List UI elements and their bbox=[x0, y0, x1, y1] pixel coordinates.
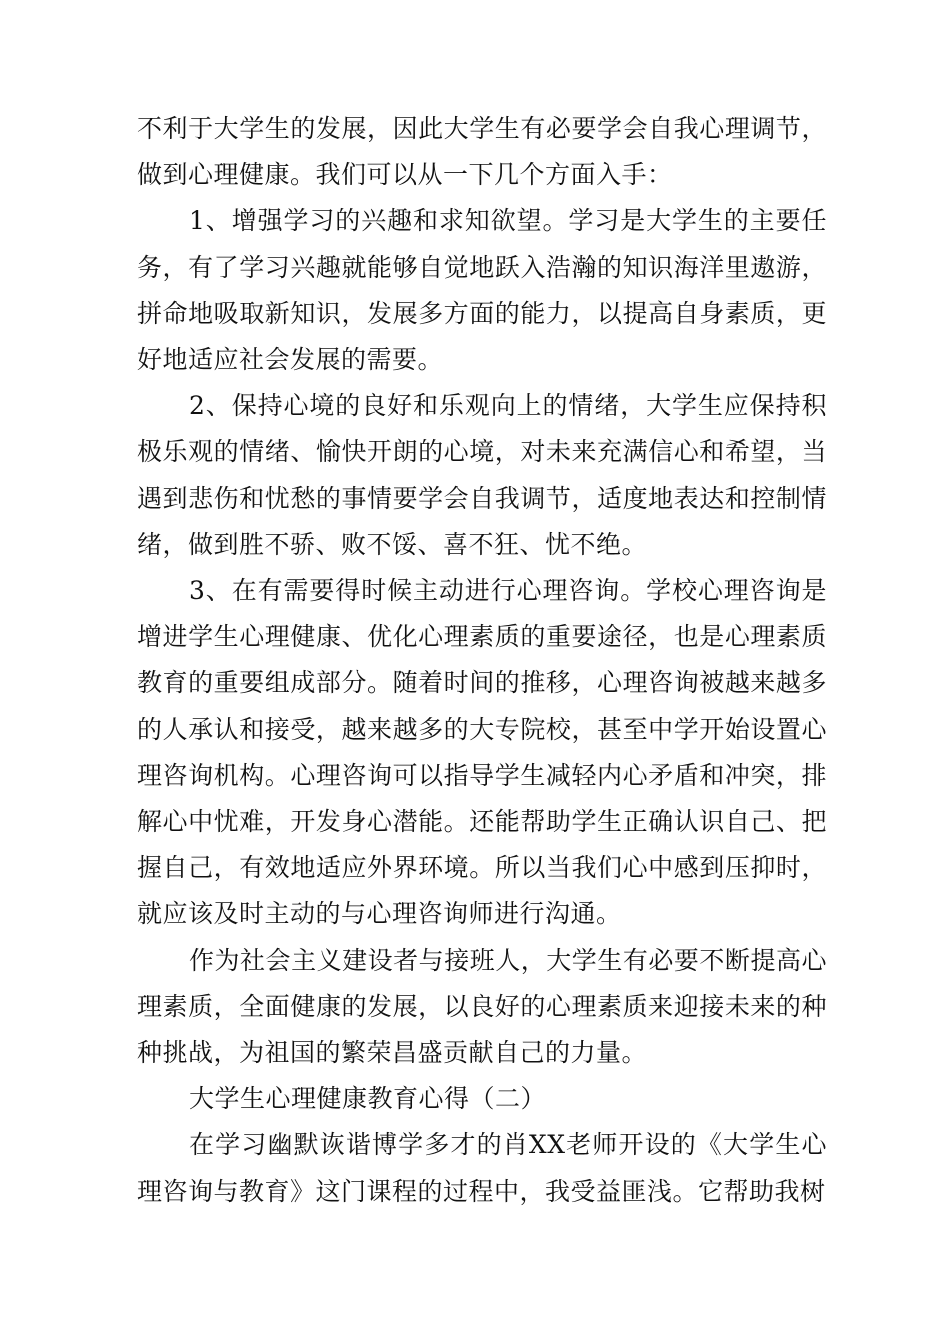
paragraph-point-3: 3、在有需要得时候主动进行心理咨询。学校心理咨询是增进学生心理健康、优化心理素质的重要途径，也是心理素质教育的重要组成部分。随着时间的推移，心理咨询被越来越多的人承认和接受，越来越多的大专院校，甚至中学开始设置心理咨询机构。心理咨询可以指导学生减轻内心矛盾和冲突，排解心中忧难，开发身心潜能。还能帮助学生正确认识自己、把握自己，有效地适应外界环境。所以当我们心中感到压抑时，就应该及时主动的与心理咨询师进行沟通。 bbox=[137, 576, 827, 929]
paragraph-intro: 在学习幽默诙谐博学多才的肖XX老师开设的《大学生心理咨询与教育》这门课程的过程中，我受益匪浅。它帮助我树 bbox=[137, 1130, 827, 1206]
paragraph-point-1: 1、增强学习的兴趣和求知欲望。学习是大学生的主要任务，有了学习兴趣就能够自觉地跃入浩瀚的知识海洋里遨游，拼命地吸取新知识，发展多方面的能力，以提高自身素质，更好地适应社会发展的需要。 bbox=[137, 206, 827, 375]
document-body bbox=[137, 106, 827, 1215]
paragraph-point-2: 2、保持心境的良好和乐观向上的情绪，大学生应保持积极乐观的情绪、愉快开朗的心境，对未来充满信心和希望，当遇到悲伤和忧愁的事情要学会自我调节，适度地表达和控制情绪，做到胜不骄、败不馁、喜不狂、忧不绝。 bbox=[137, 391, 827, 559]
section-heading: 大学生心理健康教育心得（二） bbox=[189, 1084, 547, 1114]
paragraph-conclusion: 作为社会主义建设者与接班人，大学生有必要不断提高心理素质，全面健康的发展，以良好的心理素质来迎接未来的种种挑战，为祖国的繁荣昌盛贡献自己的力量。 bbox=[137, 945, 827, 1068]
paragraph-continuation: 不利于大学生的发展，因此大学生有必要学会自我心理调节，做到心理健康。我们可以从一下几个方面入手： bbox=[137, 114, 827, 190]
